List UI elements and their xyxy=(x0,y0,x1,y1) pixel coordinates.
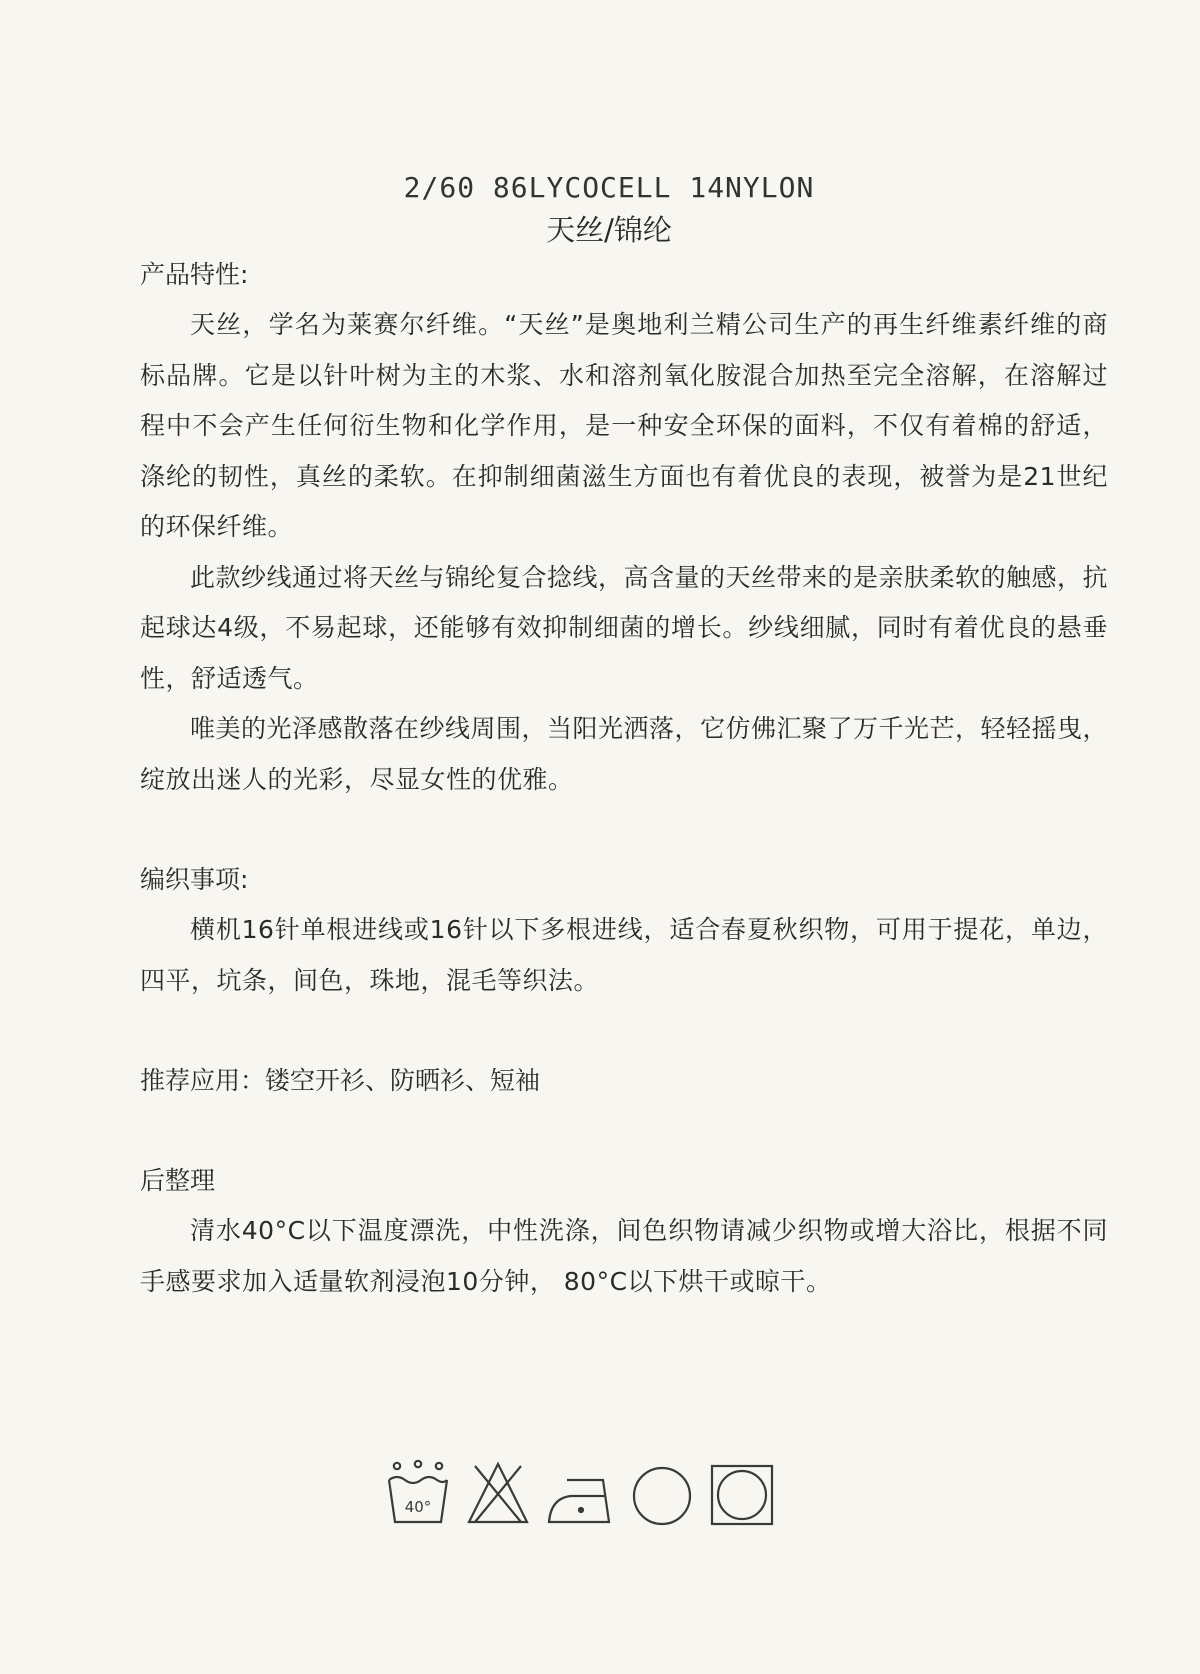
knitting-paragraph: 横机16针单根进线或16针以下多根进线，适合春夏秋织物，可用于提花，单边，四平，坑条，间色，珠地，混毛等织法。 xyxy=(140,915,1108,995)
tumble-dry-icon xyxy=(709,1458,775,1528)
finishing-heading: 后整理 xyxy=(140,1166,216,1195)
care-symbols xyxy=(385,1452,775,1528)
title-english: 2/60 86LYCOCELL 14NYLON xyxy=(403,171,815,204)
spacer xyxy=(140,1106,1108,1156)
title-block xyxy=(0,168,1200,252)
features-paragraph-2: 此款纱线通过将天丝与锦纶复合捻线，高含量的天丝带来的是亲肤柔软的触感，抗起球达4级，不易起球，还能够有效抑制细菌的增长。纱线细腻，同时有着优良的悬垂性，舒适透气。 xyxy=(140,562,1109,693)
title-chinese: 天丝/锦纶 xyxy=(546,213,672,247)
wash-40-icon xyxy=(385,1458,451,1528)
document-body xyxy=(140,250,1108,1307)
finishing-paragraph: 清水40°C以下温度漂洗，中性洗涤，间色织物请减少织物或增大浴比，根据不同手感要求加入适量软剂浸泡10分钟， 80°C以下烘干或晾干。 xyxy=(140,1216,1108,1296)
features-heading: 产品特性: xyxy=(140,260,249,289)
features-paragraph-1: 天丝，学名为莱赛尔纤维。“天丝”是奥地利兰精公司生产的再生纤维素纤维的商标品牌。它是以针叶树为主的木浆、水和溶剂氧化胺混合加热至完全溶解，在溶解过程中不会产生任何衍生物和化学作用，是一种安全环保的面料，不仅有着棉的舒适，涤纶的韧性，真丝的柔软。在抑制细菌滋生方面也有着优良的表现，被誉为是21世纪的环保纤维。 xyxy=(140,310,1108,541)
iron-icon xyxy=(545,1458,615,1528)
spacer xyxy=(140,805,1108,855)
spacer xyxy=(140,1006,1108,1056)
recommended-applications: 推荐应用：镂空开衫、防晒衫、短袖 xyxy=(140,1066,541,1095)
knitting-heading: 编织事项: xyxy=(140,865,249,894)
do-not-bleach-icon xyxy=(465,1458,531,1528)
dry-clean-icon xyxy=(629,1458,695,1528)
features-paragraph-3: 唯美的光泽感散落在纱线周围，当阳光洒落，它仿佛汇聚了万千光芒，轻轻摇曳，绽放出迷人的光彩，尽显女性的优雅。 xyxy=(140,714,1109,794)
wash-temperature-label: 40° xyxy=(404,1498,432,1516)
